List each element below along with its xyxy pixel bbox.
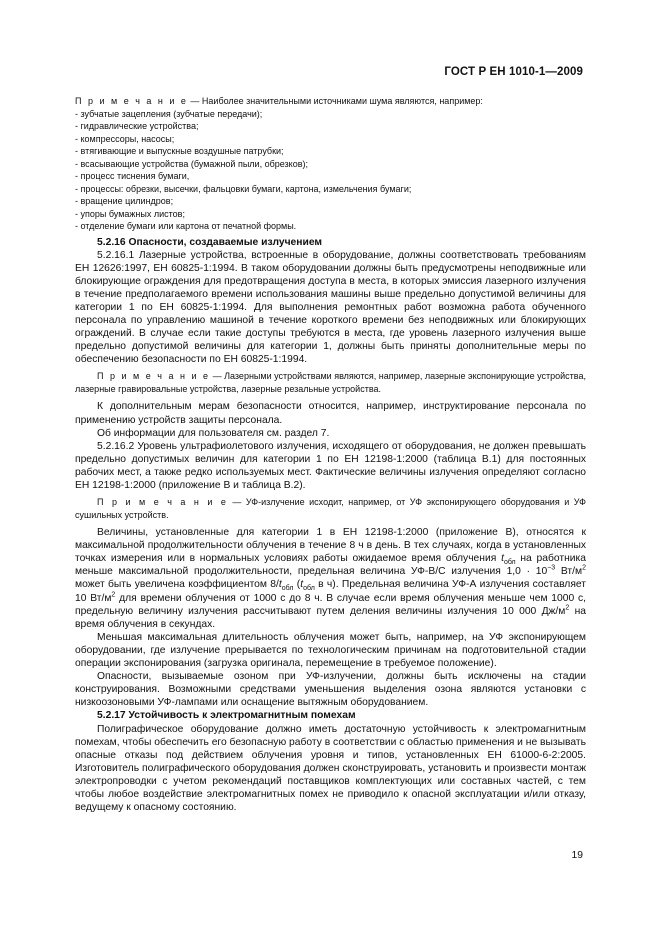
note-laser-devices: [75, 370, 586, 395]
page-content: [75, 95, 586, 814]
note-text: — УФ-излучение исходит, например, от УФ экспонирующего оборудования и УФ сушильных устройств.: [75, 497, 586, 520]
paragraph: Опасности, вызываемые озоном при УФ-излучении, должны быть исключены на стадии конструирования. Возможными средствами уменьшения выделения озона являются установки с низкоозоновыми УФ-лампами или оснащение вытяжным оборудованием.: [75, 671, 586, 709]
list-item: - всасывающие устройства (бумажной пыли, обрезков);: [75, 158, 586, 171]
list-item: - втягивающие и выпускные воздушные патрубки;: [75, 145, 586, 158]
paragraph: К дополнительным мерам безопасности относится, например, инструктирование персонала по применению устройств защиты персонала.: [75, 401, 586, 426]
paragraph: Меньшая максимальная длительность облучения может быть, например, на УФ экспонирующем оборудовании, где излучение прерывается по технологическим причинам на подготовительной стадии операции экспонирования (загрузка оригинала, перемещение в требуемое положение).: [75, 631, 586, 670]
section-title: 5.2.17 Устойчивость к электромагнитным помехам: [97, 710, 356, 722]
list-item: - гидравлические устройства;: [75, 120, 586, 133]
paragraph-uv-limits: Величины, установленные для категории 1 в ЕН 12198-1:2000 (приложение В), относятся к максимальной продолжительности облучения в течение 8 ч в день. В тех случаях, когда в установленных точках измерения или в нормальных условиях работы ожидаемое время облучения $t_{обл}$ на работника меньше максимальной продолжительности, предельная величина УФ-В/С излучения $1,0 \cdot 10^{-3}$ $Вт/м^2$ может быть увеличена коэффициентом $8/t_{обл}$ ($t_{обл}$ в ч). Предельная величина УФ-А излучения составляет 10 $Вт/м^2$ для времени облучения от 1000 с до 8 ч. В случае если время облучения меньше чем 1000 с, предельную величину излучения рассчитывают путем деления величины излучения 10 000 $Дж/м^2$ на время облучения в секундах.: [75, 527, 587, 630]
paragraph: Об информации для пользователя см. раздел 7.: [97, 427, 330, 439]
note-noise-sources: [75, 95, 586, 233]
list-item: - упоры бумажных листов;: [75, 208, 586, 221]
list-item: - отделение бумаги или картона от печатной формы.: [75, 220, 586, 233]
note-label: П р и м е ч а н и е: [97, 497, 228, 508]
note-intro: [75, 95, 586, 108]
section-5-2-16: [75, 236, 586, 367]
note-uv-radiation: [75, 496, 586, 521]
paragraph: 5.2.16.2 Уровень ультрафиолетового излучения, исходящего от оборудования, не должен превышать предельно допустимых величин для категории 1 по ЕН 12198-1:2000 (таблица В.1) для постоянных рабочих мест, а также редко используемых мест. Фактические величины излучения определяют согласно ЕН 12198-1:2000 (приложение В и таблица В.2).: [75, 440, 586, 491]
section-5-2-17: [75, 709, 586, 814]
list-item: - вращение цилиндров;: [75, 195, 586, 208]
list-item: - процессы: обрезки, высечки, фальцовки бумаги, картона, измельчения бумаги;: [75, 183, 586, 196]
page-number: 19: [571, 850, 583, 861]
section-title: 5.2.16 Опасности, создаваемые излучением: [97, 236, 323, 248]
note-intro-text: — Наиболее значительными источниками шума являются, например:: [187, 96, 483, 106]
list-item: - процесс тиснения бумаги,: [75, 170, 586, 183]
note-label: П р и м е ч а н и е: [75, 96, 188, 106]
noise-sources-list: [75, 108, 586, 233]
document-header: ГОСТ Р ЕН 1010-1—2009: [444, 66, 583, 78]
paragraph: Полиграфическое оборудование должно иметь достаточную устойчивость к электромагнитным помехам, чтобы обеспечить его безопасную работу в соответствии с областью применения и не вызывать опасные отказы под действием облучения уровня и типов, установленных ЕН 61000-6-2:2005. Изготовитель полиграфического оборудования должен сконструировать, установить и произвести монтаж электропроводки с учетом рекомендаций поставщиков комплектующих или составных частей, с тем чтобы любое воздействие электромагнитных помех не приводило к опасной эксплуатации и/или отказу, ведущему к опасному состоянию.: [75, 723, 586, 814]
list-item: - компрессоры, насосы;: [75, 133, 586, 146]
paragraph: 5.2.16.1 Лазерные устройства, встроенные в оборудование, должны соответствовать требованиям ЕН 12626:1997, ЕН 60825-1:1994. В таком оборудовании должны быть предусмотрены неподвижные или блокирующие ограждения для предотвращения доступа в места, в которых эмиссия лазерного излучения в течение предполагаемого времени использования машины выше предельно допустимой величины для категории 1 по ЕН 60825-1:1994. Для выполнения ремонтных работ возможна работа обученного персонала по управлению машиной в течение короткого времени без неподвижных или блокирующих ограждений. В случае если такие доступы требуются в места, где уровень лазерного излучения выше предельно допустимой величины для категории 1, должны быть приняты дополнительные меры по обеспечению безопасности по ЕН 60825-1:1994.: [75, 249, 586, 366]
list-item: - зубчатые зацепления (зубчатые передачи);: [75, 108, 586, 121]
note-text: — Лазерными устройствами являются, например, лазерные экспонирующие устройства, лазерные гравировальные устройства, лазерные резальные устройства.: [75, 371, 586, 394]
note-label: П р и м е ч а н и е: [97, 371, 211, 382]
